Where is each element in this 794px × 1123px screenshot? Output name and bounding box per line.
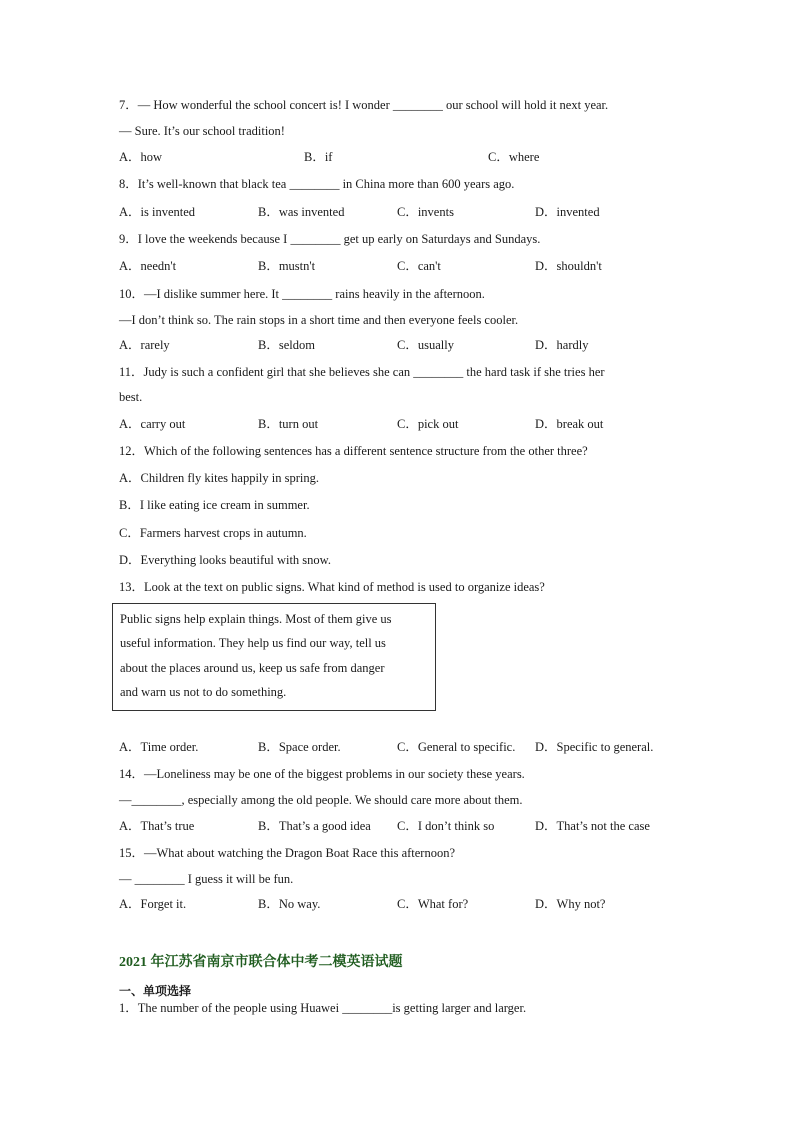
q10-option-b: B．seldom — [258, 338, 315, 352]
q15-option-d: D．Why not? — [535, 897, 606, 911]
q11-option-a: A．carry out — [119, 417, 186, 431]
q15-reply: — ________ I guess it will be fun. — [119, 872, 294, 886]
section-q1-stem: 1．The number of the people using Huawei ________is getting larger and larger. — [119, 1001, 527, 1015]
q9-option-d: D．shouldn't — [535, 259, 602, 273]
q11-continuation: best. — [119, 390, 143, 404]
box-line-1: Public signs help explain things. Most of them give us — [120, 612, 392, 626]
q15-option-b: B．No way. — [258, 897, 321, 911]
q11-option-c: C．pick out — [397, 417, 459, 431]
section-subtitle: 一、单项选择 — [119, 984, 192, 998]
q10-reply: —I don’t think so. The rain stops in a short time and then everyone feels cooler. — [119, 313, 519, 327]
q12-option-c: C．Farmers harvest crops in autumn. — [119, 526, 307, 540]
q14-option-d: D．That’s not the case — [535, 819, 650, 833]
q8-stem: 8．It’s well-known that black tea ________ in China more than 600 years ago. — [119, 177, 515, 191]
q10-option-a: A．rarely — [119, 338, 170, 352]
q11-option-d: D．break out — [535, 417, 604, 431]
q10-option-d: D．hardly — [535, 338, 589, 352]
q14-stem: 14．—Loneliness may be one of the biggest problems in our society these years. — [119, 767, 525, 781]
q8-option-b: B．was invented — [258, 205, 345, 219]
q7-option-c: C．where — [488, 150, 540, 164]
q8-option-c: C．invents — [397, 205, 454, 219]
q7-option-a: A．how — [119, 150, 163, 164]
q12-option-b: B．I like eating ice cream in summer. — [119, 498, 310, 512]
q8-option-d: D．invented — [535, 205, 600, 219]
q10-option-c: C．usually — [397, 338, 454, 352]
q15-stem: 15．—What about watching the Dragon Boat Race this afternoon? — [119, 846, 456, 860]
q9-stem: 9．I love the weekends because I ________ get up early on Saturdays and Sundays. — [119, 232, 541, 246]
q14-option-a: A．That’s true — [119, 819, 195, 833]
q13-option-b: B．Space order. — [258, 740, 341, 754]
q7-reply: — Sure. It’s our school tradition! — [119, 124, 285, 138]
q8-option-a: A．is invented — [119, 205, 196, 219]
q13-option-c: C．General to specific. — [397, 740, 516, 754]
q14-option-c: C．I don’t think so — [397, 819, 495, 833]
q12-stem: 12．Which of the following sentences has a different sentence structure from the other three? — [119, 444, 588, 458]
q9-option-c: C．can't — [397, 259, 441, 273]
q7-stem: 7．— How wonderful the school concert is! I wonder ________ our school will hold it next year. — [119, 98, 609, 112]
q15-option-a: A．Forget it. — [119, 897, 187, 911]
q9-option-a: A．needn't — [119, 259, 177, 273]
box-line-2: useful information. They help us find our way, tell us — [120, 636, 386, 650]
q13-stem: 13．Look at the text on public signs. What kind of method is used to organize ideas? — [119, 580, 545, 594]
q12-option-d: D．Everything looks beautiful with snow. — [119, 553, 332, 567]
q10-stem: 10．—I dislike summer here. It ________ rains heavily in the afternoon. — [119, 287, 485, 301]
box-line-4: and warn us not to do something. — [120, 685, 287, 699]
q14-reply: —________, especially among the old people. We should care more about them. — [119, 793, 523, 807]
q13-option-a: A．Time order. — [119, 740, 199, 754]
q12-option-a: A．Children fly kites happily in spring. — [119, 471, 319, 485]
q11-stem: 11．Judy is such a confident girl that she believes she can ________ the hard task if she tries her — [119, 365, 605, 379]
section-title: 2021 年江苏省南京市联合体中考二模英语试题 — [119, 955, 403, 970]
q14-option-b: B．That’s a good idea — [258, 819, 371, 833]
public-signs-text-box — [112, 603, 436, 711]
q11-option-b: B．turn out — [258, 417, 319, 431]
box-line-3: about the places around us, keep us safe from danger — [120, 661, 385, 675]
q13-option-d: D．Specific to general. — [535, 740, 654, 754]
q9-option-b: B．mustn't — [258, 259, 316, 273]
q15-option-c: C．What for? — [397, 897, 469, 911]
q7-option-b: B．if — [304, 150, 333, 164]
